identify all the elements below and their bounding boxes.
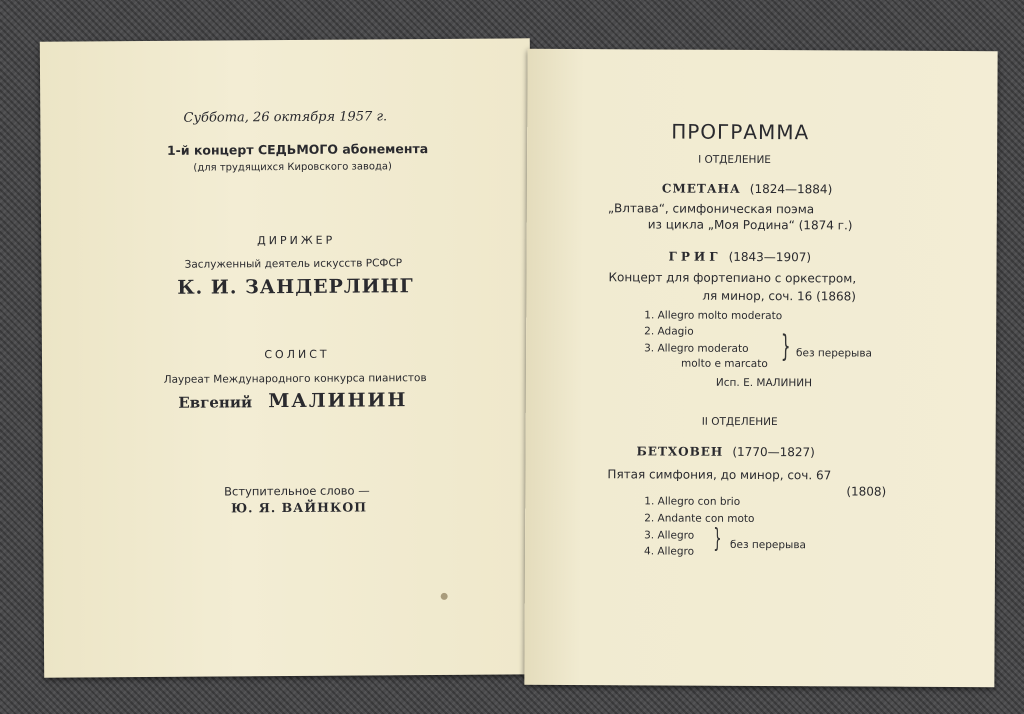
performer: Исп. Е. МАЛИНИН xyxy=(715,376,813,390)
part2-heading: II ОТДЕЛЕНИЕ xyxy=(701,415,778,429)
soloist-first-name: Евгений xyxy=(178,393,253,412)
composer-smetana: СМЕТАНА xyxy=(661,181,741,196)
beethoven-movement-3: 3. Allegro xyxy=(644,529,695,542)
beethoven-movement-1: 1. Allegro con brio xyxy=(644,495,741,508)
beethoven-no-break: без перерыва xyxy=(730,538,806,552)
smetana-line xyxy=(662,177,832,197)
grieg-no-break: без перерыва xyxy=(796,347,872,360)
conductor-name: К. И. ЗАНДЕРЛИНГ xyxy=(177,275,414,299)
paper-stain xyxy=(441,593,448,600)
smetana-years: (1824—1884) xyxy=(749,181,833,197)
conductor-heading: ДИРИЖЕР xyxy=(257,233,336,248)
beethoven-years: (1770—1827) xyxy=(732,444,815,460)
soloist-heading: СОЛИСТ xyxy=(264,347,330,362)
soloist-last-name: МАЛИНИН xyxy=(268,389,408,413)
composer-grieg: ГРИГ xyxy=(668,249,722,264)
grieg-work-line1: Концерт для фортепиано с оркестром, xyxy=(608,270,857,286)
grieg-line xyxy=(669,246,812,266)
conductor-title: Заслуженный деятель искусств РСФСР xyxy=(184,257,403,271)
brace-icon: } xyxy=(780,329,791,365)
concert-title: 1-й концерт СЕДЬМОГО абонемента xyxy=(166,141,429,158)
right-page xyxy=(524,49,997,687)
smetana-work-line2: из цикла „Моя Родина“ (1874 г.) xyxy=(647,217,853,233)
part1-heading: I ОТДЕЛЕНИЕ xyxy=(698,153,771,167)
concert-note: (для трудящихся Кировского завода) xyxy=(193,161,392,174)
brace-icon: } xyxy=(713,523,722,554)
grieg-movement-2: 2. Adagio xyxy=(644,325,694,338)
beethoven-line xyxy=(637,440,815,460)
grieg-movement-3: 3. Allegro moderato xyxy=(644,342,749,355)
grieg-years: (1843—1907) xyxy=(728,249,812,265)
left-page xyxy=(40,38,534,677)
grieg-movement-3-cont: molto e marcato xyxy=(680,357,768,371)
beethoven-movement-4: 4. Allegro xyxy=(644,545,695,558)
concert-date: Суббота, 26 октября 1957 г. xyxy=(183,109,388,126)
intro-label: Вступительное слово — xyxy=(224,483,370,499)
program-title: ПРОГРАММА xyxy=(671,119,810,145)
smetana-work-line1: „Влтава“, симфоническая поэма xyxy=(607,201,815,217)
soloist-title: Лауреат Международного конкурса пианистов xyxy=(163,372,427,386)
composer-beethoven: БЕТХОВЕН xyxy=(636,444,724,459)
intro-name: Ю. Я. ВАЙНКОП xyxy=(231,499,368,516)
beethoven-work: Пятая симфония, до минор, соч. 67 xyxy=(607,467,832,483)
beethoven-work-year: (1808) xyxy=(846,484,887,499)
beethoven-movement-2: 2. Andante con moto xyxy=(644,512,755,525)
grieg-work-line2: ля минор, соч. 16 (1868) xyxy=(702,288,857,304)
grieg-movement-1: 1. Allegro molto moderato xyxy=(644,309,783,323)
